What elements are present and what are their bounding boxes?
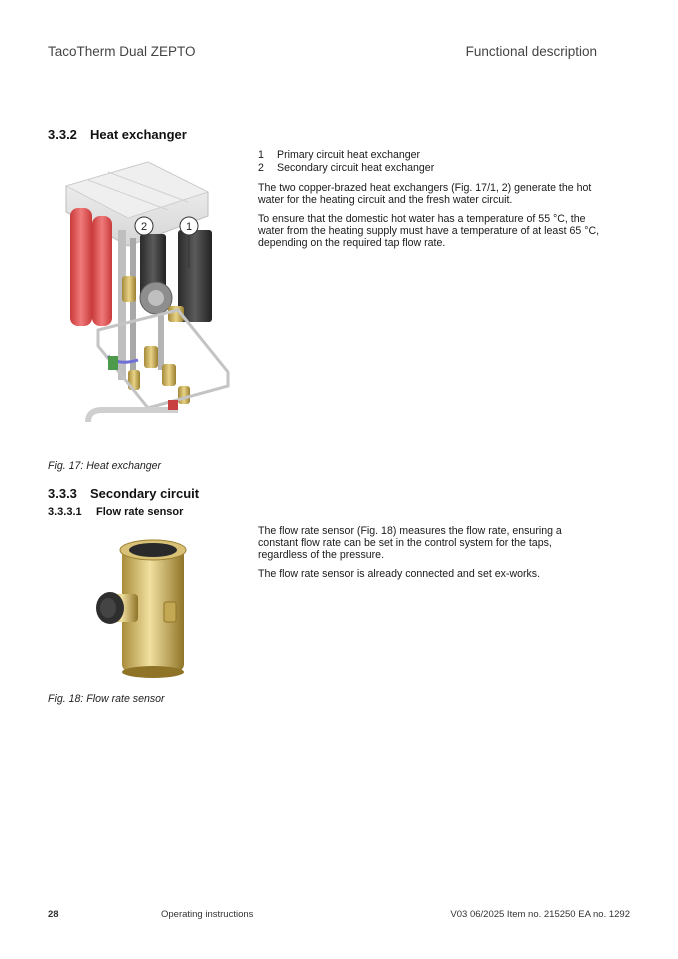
paragraph: The two copper-brazed heat exchangers (Fig. 17/1, 2) generate the hot water for the heating circuit and the fresh water circuit.: [258, 182, 592, 206]
heat-exchanger-text: [258, 182, 603, 256]
heading-title: Heat exchanger: [90, 127, 187, 142]
paragraph: To ensure that the domestic hot water has a temperature of 55 °C, the water from the heating supply must have a temperature of at least 65 °C, depending on the required tap flow rate.: [258, 213, 600, 249]
header-product: TacoTherm Dual ZEPTO: [48, 44, 196, 59]
heading-number: 3.3.3.1: [48, 506, 82, 518]
heading-secondary-circuit: [48, 486, 199, 501]
heading-heat-exchanger: [48, 127, 187, 142]
flow-rate-sensor-text: [258, 525, 593, 587]
paragraph: The flow rate sensor (Fig. 18) measures the flow rate, ensuring a constant flow rate can be set in the control system for the taps, regardless of the pressure.: [258, 525, 562, 561]
figure-legend: [258, 149, 434, 174]
footer-doc-type: Operating instructions: [161, 909, 254, 920]
heading-flow-rate-sensor: [48, 506, 183, 518]
heat-exchanger-figure: [58, 160, 238, 442]
heading-number: 3.3.3: [48, 486, 77, 501]
legend-number: 1: [258, 149, 264, 161]
callout-2: 2: [140, 221, 148, 233]
legend-item: [258, 162, 434, 175]
heading-number: 3.3.2: [48, 127, 77, 142]
legend-text: Secondary circuit heat exchanger: [277, 161, 435, 174]
heading-title: Flow rate sensor: [96, 506, 184, 518]
figure-18-caption: Fig. 18: Flow rate sensor: [48, 693, 165, 705]
header-section: Functional description: [465, 44, 597, 59]
callout-1: 1: [185, 221, 193, 233]
legend-text: Primary circuit heat exchanger: [277, 149, 421, 161]
figure-17-caption: Fig. 17: Heat exchanger: [48, 460, 162, 472]
legend-number: 2: [258, 161, 264, 174]
legend-item: [258, 149, 434, 162]
footer-reference: V03 06/2025 Item no. 215250 EA no. 1292: [450, 909, 630, 920]
flow-rate-sensor-figure: [90, 536, 200, 678]
heading-title: Secondary circuit: [90, 486, 200, 501]
paragraph: The flow rate sensor is already connected and set ex-works.: [258, 568, 541, 580]
page-number: 28: [48, 909, 59, 920]
